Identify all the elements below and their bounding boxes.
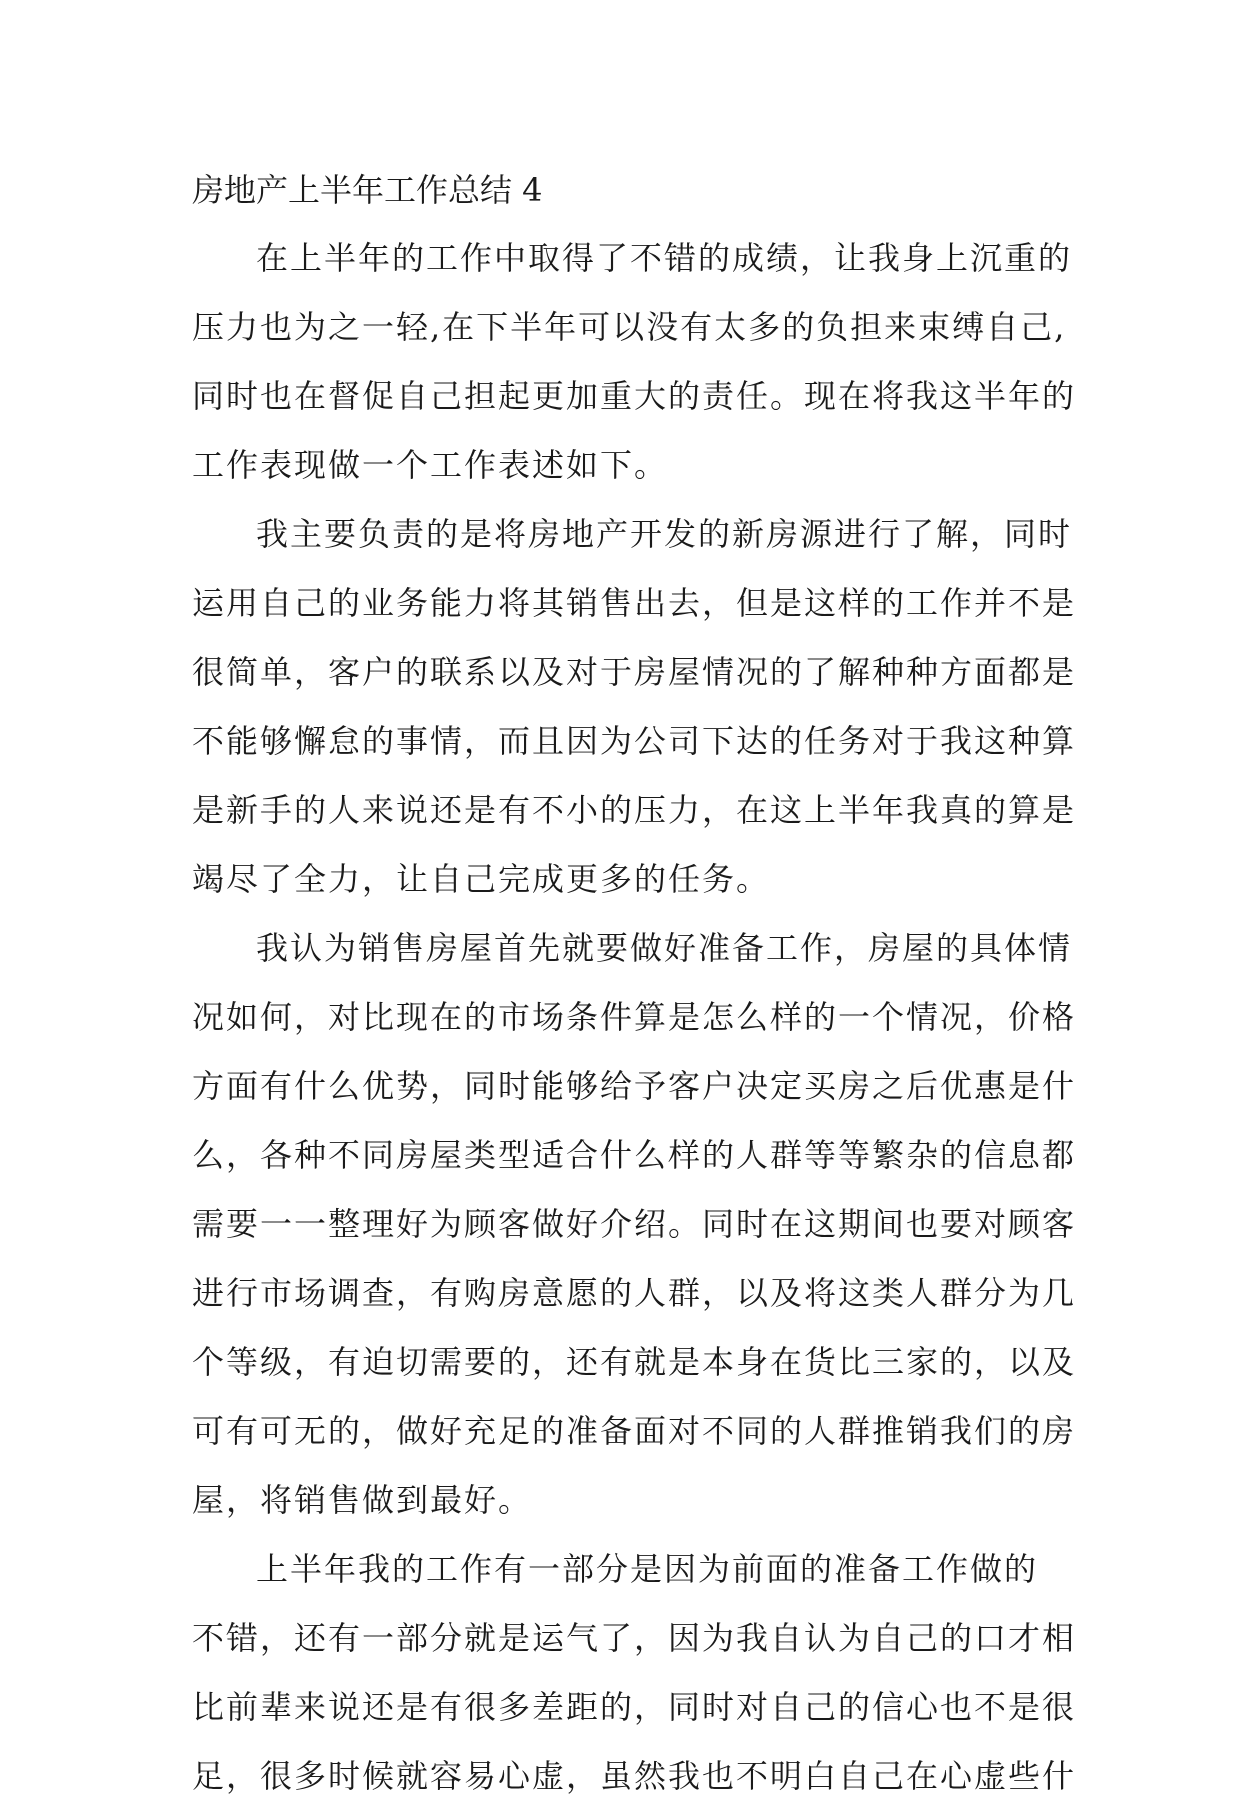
text-line: 压力也为之一轻,在下半年可以没有太多的负担来束缚自己, bbox=[192, 308, 1067, 346]
text-line: 个等级，有迫切需要的，还有就是本身在货比三家的，以及 bbox=[192, 1343, 1077, 1381]
text-line: 是新手的人来说还是有不小的压力，在这上半年我真的算是 bbox=[192, 791, 1077, 829]
document-title: 房地产上半年工作总结 4 bbox=[192, 171, 543, 209]
document-body bbox=[192, 160, 1092, 1815]
text-line: 么，各种不同房屋类型适合什么样的人群等等繁杂的信息都 bbox=[192, 1136, 1077, 1174]
text-line: 屋，将销售做到最好。 bbox=[192, 1481, 533, 1519]
text-line: 运用自己的业务能力将其销售出去，但是这样的工作并不是 bbox=[192, 584, 1077, 622]
text-line: 在上半年的工作中取得了不错的成绩，让我身上沉重的 bbox=[256, 239, 1073, 277]
text-line: 方面有什么优势，同时能够给予客户决定买房之后优惠是什 bbox=[192, 1067, 1077, 1105]
text-line: 上半年我的工作有一部分是因为前面的准备工作做的 bbox=[256, 1550, 1039, 1588]
text-line: 可有可无的，做好充足的准备面对不同的人群推销我们的房 bbox=[192, 1412, 1077, 1450]
text-line: 同时也在督促自己担起更加重大的责任。现在将我这半年的 bbox=[192, 377, 1077, 415]
text-line: 很简单，客户的联系以及对于房屋情况的了解种种方面都是 bbox=[192, 653, 1077, 691]
text-line: 不能够懈怠的事情，而且因为公司下达的任务对于我这种算 bbox=[192, 722, 1077, 760]
text-line: 需要一一整理好为顾客做好介绍。同时在这期间也要对顾客 bbox=[192, 1205, 1077, 1243]
text-line: 比前辈来说还是有很多差距的，同时对自己的信心也不是很 bbox=[192, 1688, 1077, 1726]
text-line: 我认为销售房屋首先就要做好准备工作，房屋的具体情 bbox=[256, 929, 1073, 967]
text-line: 工作表现做一个工作表述如下。 bbox=[192, 446, 669, 484]
text-line: 进行市场调查，有购房意愿的人群，以及将这类人群分为几 bbox=[192, 1274, 1077, 1312]
text-line: 竭尽了全力，让自己完成更多的任务。 bbox=[192, 860, 771, 898]
text-line: 我主要负责的是将房地产开发的新房源进行了解，同时 bbox=[256, 515, 1073, 553]
text-line: 足，很多时候就容易心虚，虽然我也不明白自己在心虚些什 bbox=[192, 1757, 1077, 1795]
text-line: 况如何，对比现在的市场条件算是怎么样的一个情况，价格 bbox=[192, 998, 1077, 1036]
text-line: 不错，还有一部分就是运气了，因为我自认为自己的口才相 bbox=[192, 1619, 1077, 1657]
